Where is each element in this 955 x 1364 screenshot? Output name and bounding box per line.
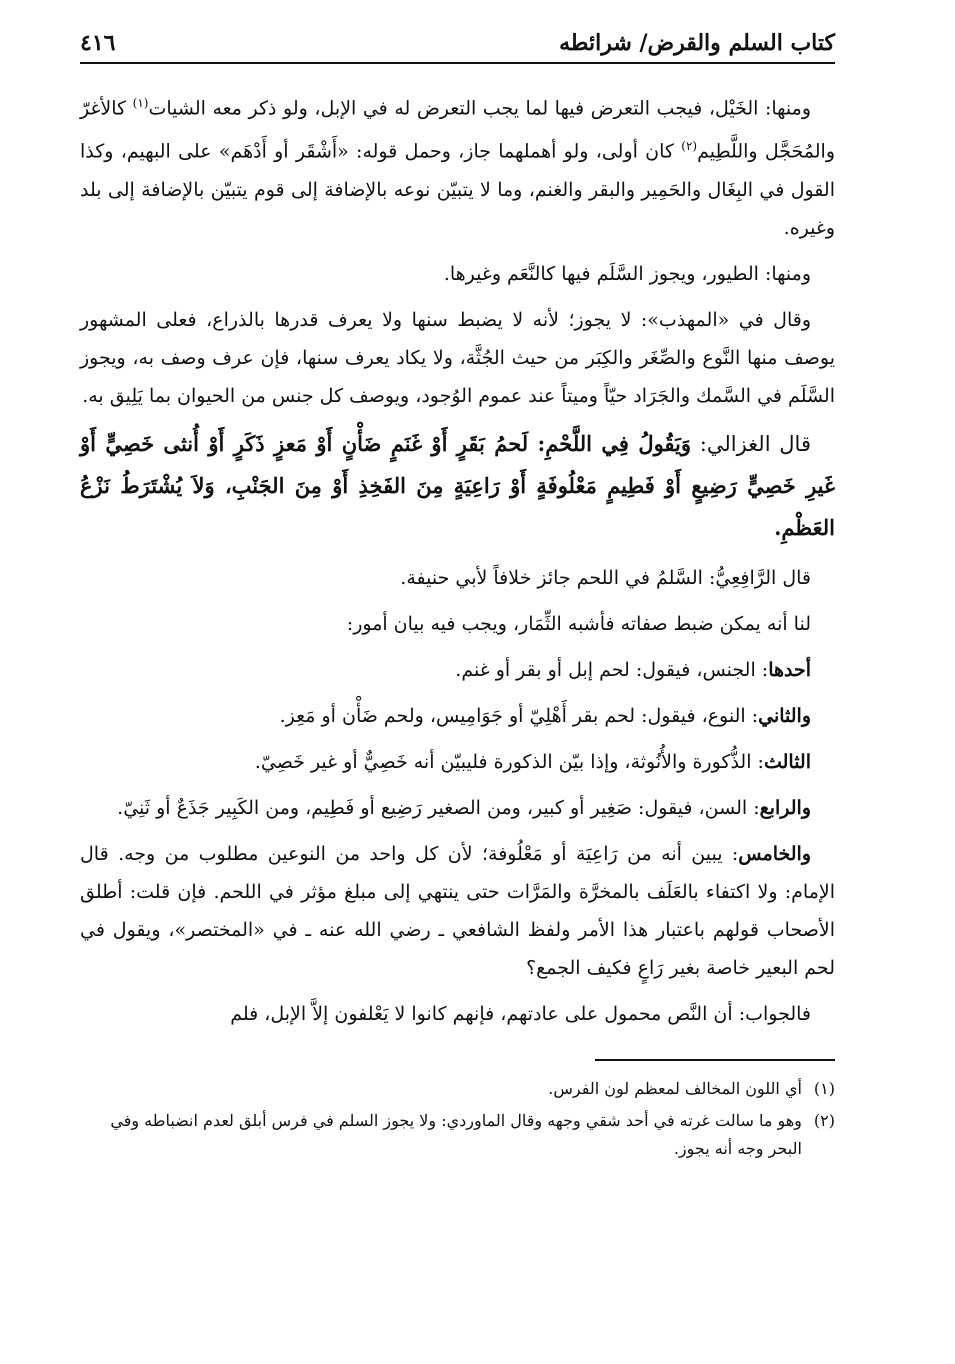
footnote bbox=[80, 1107, 835, 1163]
answer-paragraph: فالجواب: أن النَّص محمول على عادتهم، فإنهم كانوا لا يَعْلفون إلاَّ الإبل، فلم bbox=[230, 1002, 811, 1025]
list-item: والرابع: السن، فيقول: صَغِير أو كبير، ومن الصغير رَضِيع أو فَطِيم، ومن الكَبِير جَذَعٌ أو ثَنِيّ. bbox=[117, 796, 811, 819]
footnote-text: أي اللون المخالف لمعظم لون الفرس. bbox=[548, 1078, 802, 1098]
list-item: والخامس: يبين أنه من رَاعِيَة أو مَعْلُوفة؛ لأن كل واحد من النوعين مطلوب من وجه. قال الإمام: ولا اكتفاء بالعَلَف بالمخرَّة والمَرَّات حتى ينتهي إلى مبلغ مؤثر في اللحم. فإن قلت: أطلق الأصحاب قولهم باعتبار هذا الأمر ولفظ الشافعي ـ رضي الله عنه ـ في «المختصر»، ويقول في لحم البعير خاصة بغير رَاعٍ فكيف الجمع؟ bbox=[80, 842, 835, 979]
paragraph-muhadhdhab: وقال في «المهذب»: لا يجوز؛ لأنه لا يضبط سنها ولا يعرف قدرها بالذراع، فعلى المشهور يوصف منها النَّوع والصِّغَر والكِبَر من حيث الجُثَّة، ولا يكاد يعرف سنها، فإن عرف وصف به، ويجوز السَّلَم في السَّمك والجَرَاد حيّاً وميتاً عند عموم الوُجود، ويوصف كل جنس من الحيوان بما يَلِيق به. bbox=[80, 308, 835, 407]
ghazali-quote bbox=[80, 423, 835, 549]
running-title: كتاب السلم والقرض/ شرائطه bbox=[559, 30, 835, 56]
page-number: ٤١٦ bbox=[80, 30, 116, 56]
commentary-rafii: قال الرَّافِعِيُّ: السَّلمُ في اللحم جائز خلافاً لأبي حنيفة. bbox=[400, 566, 811, 589]
footnote-number: (١) bbox=[813, 1078, 835, 1098]
paragraph-horses: ومنها: الخَيْل، فيجب التعرض فيها لما يجب التعرض له في الإبل، ولو ذكر معه الشيات$^{(١)}$ كالأغرّ والمُحَجَّل واللَّطِيم$^{(٢)}$ كان أولى، ولو أهملهما جاز، وحمل قوله: «أَشْقَر أو أَدْهَم» على البهيم، وكذا القول في البِغَال والحَمِير والبقر والغنم، وما لا يتبيّن نوعه بالإضافة إلى قوم يتبيّن بالإضافة إلى بلد وغيره. bbox=[80, 96, 835, 239]
quote-text: وَيَقُولُ فِي اللَّحْمِ: لَحمُ بَقَرٍ أَوْ غَنَمٍ ضَأْنٍ أَوْ مَعزٍ ذَكَرٍ أَوْ أُنثى خَصِيٍّ أَوْ غَيرِ خَصِيٍّ رَضِيعٍ أَوْ فَطِيمٍ مَعْلُوفَةٍ أَوْ رَاعِيَةٍ مِنَ الفَخِذِ أَوْ مِنَ الجَنْبِ، وَلاَ يُشْتَرَطُ نَزْعُ العَظْمِ. bbox=[80, 430, 835, 540]
list-item: الثالث: الذُّكورة والأُنُوثة، وإذا بيّن الذكورة فليبيّن أنه خَصِيٌّ أو غير خَصِيّ. bbox=[254, 750, 811, 773]
commentary-intro: لنا أنه يمكن ضبط صفاته فأشبه الثِّمَار، ويجب فيه بيان أمور: bbox=[346, 612, 811, 635]
footnote-divider bbox=[595, 1059, 835, 1061]
footnote-ref-2[interactable]: (٢) bbox=[681, 139, 698, 154]
running-header bbox=[80, 30, 835, 64]
footnote-ref-1[interactable]: (١) bbox=[132, 96, 149, 110]
list-item: والثاني: النوع، فيقول: لحم بقر أَهْلِيّ أو جَوَامِيس، ولحم ضَأْن أو مَعِز. bbox=[279, 704, 811, 727]
footnote-text: وهو ما سالت غرته في أحد شقي وجهه وقال الماوردي: ولا يجوز السلم في فرس أبلق لعدم انضباطه وفي البحر وجه أنه يجوز. bbox=[110, 1110, 802, 1158]
list-item: أحدها: الجنس، فيقول: لحم إبل أو بقر أو غنم. bbox=[455, 658, 811, 681]
footnote bbox=[80, 1075, 835, 1103]
paragraph-birds: ومنها: الطيور، ويجوز السَّلَم فيها كالنَّعَم وغيرها. bbox=[443, 262, 811, 285]
footnote-number: (٢) bbox=[813, 1110, 835, 1130]
quote-lead: قال الغزالي: bbox=[691, 431, 811, 456]
